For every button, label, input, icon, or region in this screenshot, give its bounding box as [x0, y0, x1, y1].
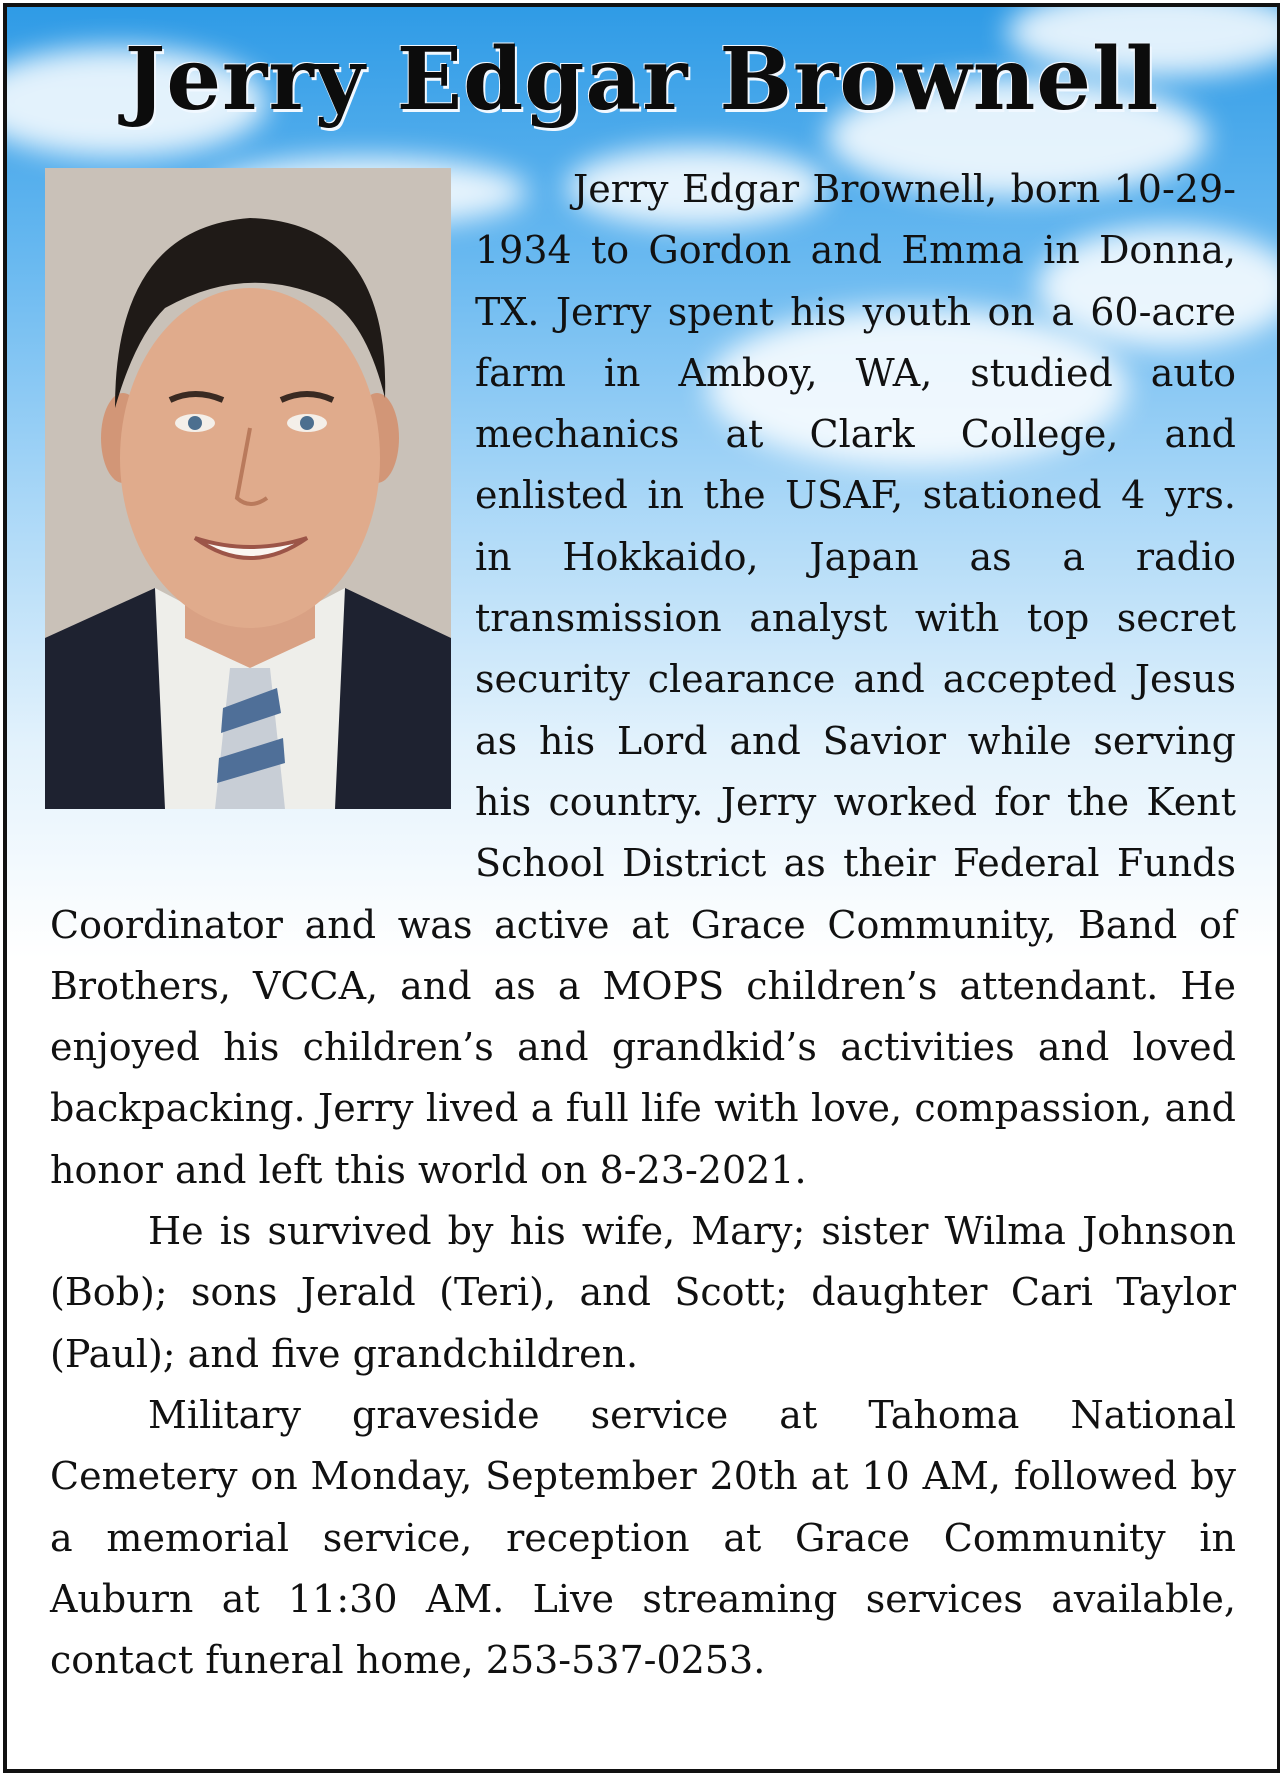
service-paragraph: Military graveside service at Tahoma National Cemetery on Monday, September 20th at 10 AM, followed by a memorial service, reception at Grace Community in Auburn at 11:30 AM. Live streaming services available, contact funeral home, 253-537-0253.: [50, 1392, 1236, 1683]
obituary-body: [50, 159, 1236, 1691]
biography-paragraph: Jerry Edgar Brownell, born 10-29-1934 to Gordon and Emma in Donna, TX. Jerry spent his youth on a 60-acre farm in Amboy, WA, studied auto mechanics at Clark College, and enlisted in the USAF, stationed 4 yrs. in Hokkaido, Japan as a radio transmission analyst with top secret security clearance and accepted Jesus as his Lord and Savior while serving his country. Jerry worked for the Kent School District as their Federal Funds Coordinator and was active at Grace Community, Band of Brothers, VCCA, and as a MOPS children’s attendant. He enjoyed his children’s and grandkid’s activities and loved backpacking. Jerry lived a full life with love, compassion, and honor and left this world on 8-23-2021.: [50, 167, 1236, 1192]
obituary-frame: [3, 3, 1280, 1773]
survivors-paragraph: He is survived by his wife, Mary; sister Wilma Johnson (Bob); sons Jerald (Teri), and Scott; daughter Cari Taylor (Paul); and five grandchildren.: [50, 1209, 1236, 1376]
page-title: Jerry Edgar Brownell: [124, 29, 1160, 130]
